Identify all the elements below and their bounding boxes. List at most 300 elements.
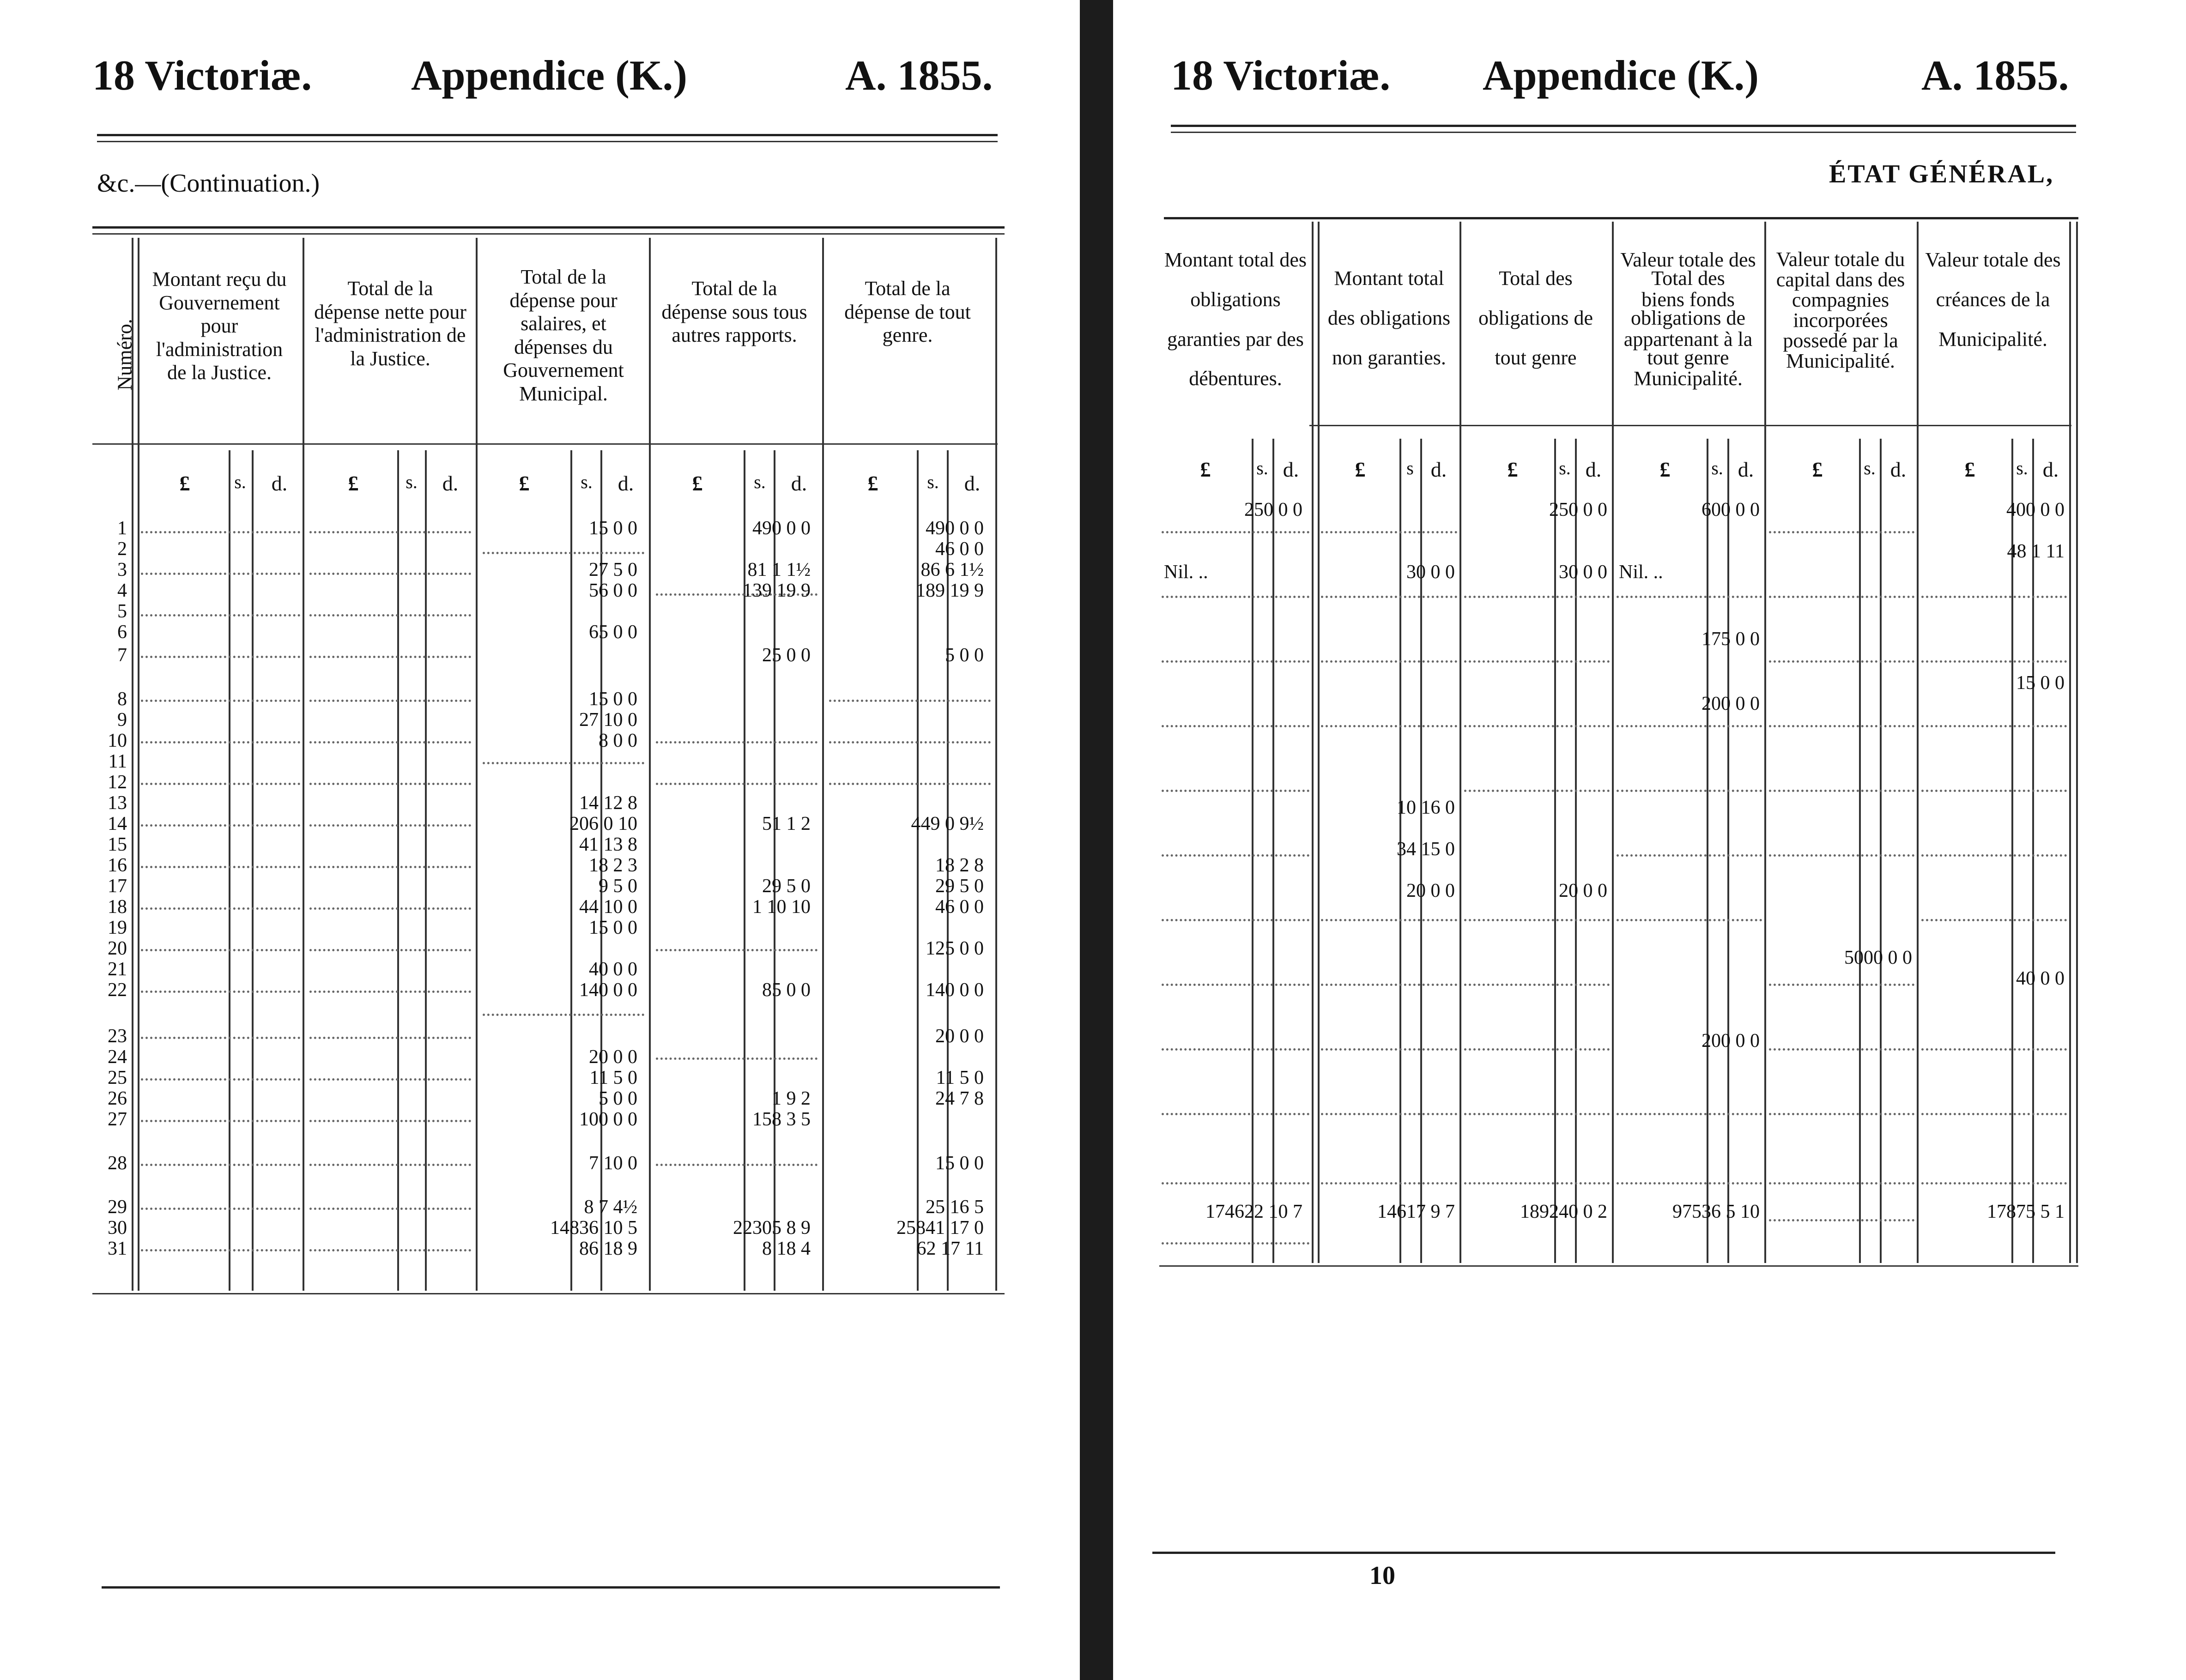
dot-leader [141, 656, 300, 658]
unit-shilling: s. [581, 471, 593, 492]
unit-shilling: s. [1256, 458, 1268, 478]
unit-pence: d. [1430, 458, 1447, 481]
dot-leader [1321, 596, 1457, 598]
cell-value: 56 0 0 [589, 580, 637, 601]
dot-leader [1921, 1048, 2067, 1051]
unit-shilling: s. [927, 471, 939, 492]
unit-shilling: s. [754, 471, 766, 492]
cell-value: 25 0 0 [762, 645, 811, 666]
cell-value: 27 10 0 [579, 709, 637, 731]
cell-value: 81 1 1½ [747, 559, 811, 580]
row-number: 9 [117, 709, 127, 731]
cell-value: 14 12 8 [579, 792, 637, 814]
row-number: 18 [108, 896, 127, 918]
right-table-top-rule [1164, 217, 2078, 219]
dot-leader [309, 1078, 471, 1081]
cell-value: 27 5 0 [589, 559, 637, 580]
unit-pound: £ [179, 471, 190, 495]
dot-leader [1321, 531, 1457, 533]
row-number: 6 [117, 622, 127, 643]
dot-leader [1162, 1242, 1309, 1245]
cell-value: 34 15 0 [1397, 839, 1455, 860]
row-number: 28 [108, 1153, 127, 1174]
unit-pence: d. [1283, 458, 1299, 481]
cell-value: 46 0 0 [935, 538, 984, 560]
dot-leader [829, 783, 991, 785]
dot-leader [309, 1208, 471, 1210]
left-header-rule-2 [97, 141, 998, 142]
unit-pence: d. [442, 471, 459, 495]
dot-leader [656, 949, 817, 951]
dot-leader [141, 949, 300, 951]
cell-value: 9 5 0 [599, 876, 637, 897]
dot-leader [656, 1058, 817, 1060]
cell-value: 25 16 5 [926, 1197, 984, 1218]
right-header-session: 18 Victoriæ. [1171, 52, 1391, 99]
row-number: 10 [108, 730, 127, 751]
row-number: 13 [108, 792, 127, 814]
unit-pence: d. [964, 471, 981, 495]
left-header-session: 18 Victoriæ. [92, 52, 312, 99]
cell-value: 11 5 0 [936, 1067, 984, 1088]
dot-leader [1921, 725, 2067, 727]
unit-pound: £ [519, 471, 530, 495]
cell-value: 46 0 0 [935, 896, 984, 918]
left-header-rule [97, 134, 998, 136]
col-line [1764, 222, 1766, 1263]
right-header-rule [1171, 125, 2076, 127]
dot-leader [1921, 1182, 2067, 1184]
dot-leader [1162, 854, 1309, 857]
row-number: 3 [117, 559, 127, 580]
unit-pound: £ [692, 471, 703, 495]
unit-shilling: s. [1559, 458, 1571, 478]
dot-leader [1617, 725, 1762, 727]
dot-leader [1617, 596, 1762, 598]
row-number: 14 [108, 813, 127, 834]
cell-value: 15 0 0 [589, 518, 637, 539]
dot-leader [309, 991, 471, 993]
right-header-year: A. 1855. [1921, 52, 2069, 99]
right-page [1118, 0, 2186, 1680]
cell-value: 7 10 0 [589, 1153, 637, 1174]
dot-leader [656, 741, 817, 743]
dot-leader [1464, 984, 1610, 986]
cell-value: 158 3 5 [752, 1109, 811, 1130]
cell-value: 24 7 8 [935, 1088, 984, 1109]
dot-leader [1617, 1113, 1762, 1115]
unit-pound: £ [348, 471, 359, 495]
dot-leader [1921, 854, 2067, 857]
dot-leader [1769, 790, 1914, 792]
dot-leader [1769, 1113, 1914, 1115]
cell-value: 97536 5 10 [1672, 1201, 1760, 1222]
cell-value: 30 0 0 [1559, 562, 1607, 583]
cell-value: 25841 17 0 [896, 1217, 984, 1239]
cell-value: 189240 0 2 [1520, 1201, 1607, 1222]
cell-value: 139 19 9 [743, 580, 811, 601]
dot-leader [483, 552, 644, 554]
cell-value: 250 0 0 [1549, 499, 1607, 520]
unit-pound: £ [1200, 458, 1211, 481]
state-title: ÉTAT GÉNÉRAL, [1829, 160, 2054, 188]
unit-pound: £ [1507, 458, 1518, 481]
col-line [1312, 222, 1314, 1263]
row-number: 1 [117, 518, 127, 539]
dot-leader [309, 573, 471, 575]
dot-leader [1769, 596, 1914, 598]
cell-value: 40 0 0 [589, 959, 637, 980]
dot-leader [1769, 854, 1914, 857]
dot-leader [309, 949, 471, 951]
dot-leader [1162, 984, 1309, 986]
col-line [132, 238, 133, 1291]
dot-leader [309, 824, 471, 827]
row-number: 4 [117, 580, 127, 601]
col-header-municipal-credits: Valeur totale des créances de la Municipalité. [1925, 248, 2061, 351]
cell-value: 8 18 4 [762, 1238, 811, 1259]
row-number: 23 [108, 1026, 127, 1047]
dot-leader [1464, 919, 1610, 921]
col-line [476, 238, 478, 1291]
unit-pence: d. [271, 471, 288, 495]
dot-leader [1617, 790, 1762, 792]
dot-leader [309, 1037, 471, 1039]
subcol-line [1727, 439, 1729, 1263]
dot-leader [1464, 596, 1610, 598]
cell-value: 400 0 0 [2006, 499, 2065, 520]
dot-leader [1162, 531, 1309, 533]
cell-value: 30 0 0 [1406, 562, 1455, 583]
cell-value: 20 0 0 [1406, 880, 1455, 901]
unit-shilling: s [1406, 458, 1414, 478]
col-header-justice-net: Total de la dépense nette pour l'administration de la Justice. [314, 277, 466, 370]
row-number: 19 [108, 917, 127, 938]
dot-leader [1321, 725, 1457, 727]
row-number: 21 [108, 959, 127, 980]
dot-leader [141, 700, 300, 702]
cell-value: 8 0 0 [599, 730, 637, 751]
col-header-other-expenses: Total de la dépense sous tous autres rapports. [661, 277, 807, 347]
cell-value: 41 13 8 [579, 834, 637, 855]
cell-value: 490 0 0 [752, 518, 811, 539]
cell-value: 62 17 11 [916, 1238, 984, 1259]
col-line [303, 238, 304, 1291]
dot-leader [309, 741, 471, 743]
left-header-year: A. 1855. [845, 52, 993, 99]
dot-leader [309, 1120, 471, 1122]
row-number: 24 [108, 1046, 127, 1068]
unit-pence: d. [791, 471, 807, 495]
cell-value: 5 0 0 [945, 645, 984, 666]
unit-shilling: s. [1864, 458, 1876, 478]
row-number: 8 [117, 689, 127, 710]
dot-leader [1921, 919, 2067, 921]
dot-leader [1769, 531, 1914, 533]
dot-leader [141, 783, 300, 785]
dot-leader [829, 700, 991, 702]
dot-leader [1321, 1182, 1457, 1184]
col-header-total-obligations: Total des obligations de tout genre [1630, 267, 1746, 369]
row-number-header: Numéro. [113, 319, 136, 391]
dot-leader [1769, 1048, 1914, 1051]
unit-pence: d. [2042, 458, 2059, 481]
cell-value: 175 0 0 [1702, 628, 1760, 650]
subcol-line [1880, 439, 1882, 1263]
dot-leader [1321, 984, 1457, 986]
dot-leader [141, 741, 300, 743]
unit-shilling: s. [1711, 458, 1723, 478]
col-header-company-capital: Valeur totale du capital dans des compagnies incorporées possedé par la Municipalité. [1776, 248, 1905, 372]
dot-leader [309, 1249, 471, 1251]
row-number: 20 [108, 938, 127, 959]
cell-value: 86 6 1½ [920, 559, 984, 580]
dot-leader [141, 573, 300, 575]
dot-leader [1464, 1048, 1610, 1051]
dot-leader [309, 866, 471, 868]
dot-leader [1162, 919, 1309, 921]
cell-value: 51 1 2 [762, 813, 811, 834]
cell-value: 5000 0 0 [1844, 947, 1912, 968]
right-footer-rule [1152, 1552, 2055, 1554]
col-header-unsecured-obligations: Montant total des obligations non garanties. [1327, 267, 1451, 369]
cell-value: 200 0 0 [1702, 1030, 1760, 1052]
right-header-appendix: Appendice (K.) [1483, 52, 1759, 99]
dot-leader [1321, 1048, 1457, 1051]
cell-value: 86 18 9 [579, 1238, 637, 1259]
cell-value: 29 5 0 [762, 876, 811, 897]
unit-pence: d. [1738, 458, 1754, 481]
dot-leader [1921, 596, 2067, 598]
cell-value: 29 5 0 [935, 876, 984, 897]
col-line [1459, 222, 1461, 1263]
row-number: 29 [108, 1197, 127, 1218]
left-header-appendix: Appendice (K.) [411, 52, 687, 99]
unit-pence: d. [1890, 458, 1907, 481]
col-header-real-estate: Valeur totale des biens fonds appartenant à la Municipalité. [1620, 248, 1756, 390]
cell-value: 140 0 0 [579, 979, 637, 1001]
col-line [1917, 222, 1919, 1263]
dot-leader [309, 907, 471, 910]
cell-value: 85 0 0 [762, 979, 811, 1001]
cell-value: 65 0 0 [589, 622, 637, 643]
cell-value: 1 10 10 [752, 896, 811, 918]
dot-leader [309, 700, 471, 702]
col-line [995, 238, 997, 1291]
dot-leader [141, 1037, 300, 1039]
dot-leader [309, 614, 471, 616]
cell-value: 17875 5 1 [1987, 1201, 2065, 1222]
dot-leader [309, 531, 471, 533]
cell-value: 15 0 0 [589, 689, 637, 710]
dot-leader [309, 783, 471, 785]
col-line [1612, 222, 1614, 1263]
unit-shilling: s. [406, 471, 418, 492]
cell-value: 449 0 9½ [911, 813, 984, 834]
unit-pound: £ [867, 471, 878, 495]
cell-value: 140 0 0 [926, 979, 984, 1001]
unit-pound: £ [1964, 458, 1975, 481]
dot-leader [141, 614, 300, 616]
dot-leader [1617, 1182, 1762, 1184]
cell-value: Nil. .. [1164, 562, 1208, 583]
dot-leader [141, 1164, 300, 1166]
cell-value: 22305 8 9 [733, 1217, 811, 1239]
dot-leader [1162, 1048, 1309, 1051]
cell-value: 18 2 8 [935, 855, 984, 876]
row-number: 30 [108, 1217, 127, 1239]
dot-leader [1162, 725, 1309, 727]
cell-value: 250 0 0 [1244, 499, 1302, 520]
row-number: 22 [108, 979, 127, 1001]
row-number: 25 [108, 1067, 127, 1088]
book-gutter [1080, 0, 1113, 1680]
col-line [2076, 222, 2078, 1263]
unit-pound: £ [1812, 458, 1823, 481]
dot-leader [1464, 1113, 1610, 1115]
header-bottom-rule [1309, 425, 2071, 426]
col-header-justice-received: Montant reçu du Gouvernement pour l'administration de la Justice. [152, 268, 287, 384]
row-number: 31 [108, 1238, 127, 1259]
col-header-total-expenses: Total de la dépense de tout genre. [844, 277, 971, 347]
col-line [649, 238, 651, 1291]
row-number: 16 [108, 855, 127, 876]
dot-leader [1162, 660, 1309, 663]
cell-value: 200 0 0 [1702, 693, 1760, 714]
dot-leader [1464, 660, 1610, 663]
cell-value: 48 1 11 [2007, 541, 2065, 562]
dot-leader [1617, 854, 1762, 857]
cell-value: Nil. .. [1619, 562, 1663, 583]
cell-value: 14617 9 7 [1377, 1201, 1455, 1222]
dot-leader [141, 1120, 300, 1122]
row-number: 15 [108, 834, 127, 855]
dot-leader [309, 1164, 471, 1166]
left-page [0, 0, 1076, 1680]
right-header-rule-2 [1171, 132, 2076, 133]
cell-value: 11 5 0 [589, 1067, 637, 1088]
dot-leader [656, 1164, 817, 1166]
cell-value: 18 2 3 [589, 855, 637, 876]
dot-leader [141, 907, 300, 910]
unit-shilling: s. [2016, 458, 2028, 478]
dot-leader [141, 824, 300, 827]
page-number: 10 [1369, 1561, 1395, 1590]
subcol-line [1272, 439, 1274, 1263]
dot-leader [1162, 790, 1309, 792]
dot-leader [1769, 1219, 1914, 1221]
cell-value: 40 0 0 [2016, 968, 2065, 989]
cell-value: 1 9 2 [772, 1088, 811, 1109]
continuation-label: &c.—(Continuation.) [97, 169, 320, 198]
dot-leader [1769, 984, 1914, 986]
cell-value: 15 0 0 [2016, 672, 2065, 694]
row-number: 27 [108, 1109, 127, 1130]
cell-value: 100 0 0 [579, 1109, 637, 1130]
row-number: 12 [108, 772, 127, 793]
cell-value: 490 0 0 [926, 518, 984, 539]
unit-shilling: s. [234, 471, 246, 492]
col-line [822, 238, 824, 1291]
cell-value: 10 16 0 [1397, 797, 1455, 818]
dot-leader [1769, 1182, 1914, 1184]
cell-value: 189 19 9 [916, 580, 984, 601]
unit-pence: d. [1585, 458, 1602, 481]
dot-leader [141, 1249, 300, 1251]
col-header-total-obligations: Total des obligations de tout genre [1478, 267, 1593, 369]
dot-leader [141, 1208, 300, 1210]
cell-value: 20 0 0 [935, 1026, 984, 1047]
row-number: 7 [117, 645, 127, 666]
dot-leader [1921, 660, 2067, 663]
dot-leader [656, 783, 817, 785]
dot-leader [1921, 790, 2067, 792]
dot-leader [309, 656, 471, 658]
table-top-rule [92, 226, 1005, 229]
table-top-rule-2 [92, 233, 1005, 235]
dot-leader [1162, 1113, 1309, 1115]
cell-value: 5 0 0 [599, 1088, 637, 1109]
dot-leader [829, 741, 991, 743]
cell-value: 174622 10 7 [1205, 1201, 1302, 1222]
dot-leader [483, 762, 644, 764]
dot-leader [1321, 660, 1457, 663]
row-number: 2 [117, 538, 127, 560]
cell-value: 44 10 0 [579, 896, 637, 918]
col-line [138, 238, 139, 1291]
cell-value: 14836 10 5 [550, 1217, 637, 1239]
row-number: 17 [108, 876, 127, 897]
dot-leader [1617, 919, 1762, 921]
cell-value: 15 0 0 [589, 917, 637, 938]
cell-value: 600 0 0 [1702, 499, 1760, 520]
cell-value: 15 0 0 [935, 1153, 984, 1174]
cell-value: 20 0 0 [589, 1046, 637, 1068]
col-header-municipal-salaries: Total de la dépense pour salaires, et dépenses du Gouvernement Municipal. [503, 266, 624, 405]
cell-value: 206 0 10 [569, 813, 637, 834]
dot-leader [141, 531, 300, 533]
dot-leader [1921, 1113, 2067, 1115]
dot-leader [141, 1078, 300, 1081]
subcol-line [1859, 439, 1861, 1263]
row-number: 5 [117, 601, 127, 622]
row-number: 26 [108, 1088, 127, 1109]
dot-leader [1464, 725, 1610, 727]
table-bottom-rule [92, 1293, 1005, 1294]
unit-pound: £ [1659, 458, 1671, 481]
unit-pound: £ [1355, 458, 1366, 481]
dot-leader [483, 1014, 644, 1016]
row-number: 11 [108, 751, 127, 772]
dot-leader [141, 991, 300, 993]
dot-leader [1464, 790, 1610, 792]
dot-leader [1321, 1113, 1457, 1115]
col-line [2069, 222, 2071, 1263]
cell-value: 20 0 0 [1559, 880, 1607, 901]
dot-leader [141, 866, 300, 868]
cell-value: 125 0 0 [926, 938, 984, 959]
dot-leader [1321, 919, 1457, 921]
header-bottom-rule [92, 443, 998, 445]
col-line [1318, 222, 1320, 1263]
unit-pence: d. [618, 471, 634, 495]
dot-leader [1162, 1182, 1309, 1184]
dot-leader [1464, 1182, 1610, 1184]
cell-value: 8 7 4½ [584, 1197, 637, 1218]
col-header-secured-debentures: Montant total des obligations garanties par des débentures. [1164, 248, 1307, 390]
dot-leader [1769, 725, 1914, 727]
right-table-bottom-rule [1159, 1265, 2078, 1267]
